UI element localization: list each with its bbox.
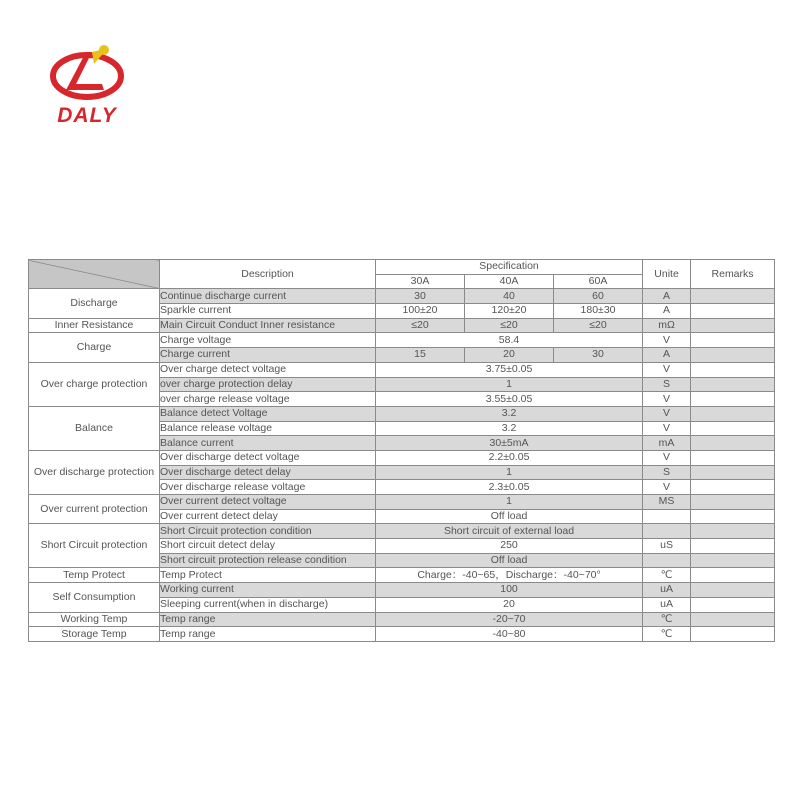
unit-cell: ℃ <box>643 627 691 642</box>
description-cell: Over charge detect voltage <box>160 362 376 377</box>
remarks-cell <box>691 362 775 377</box>
description-cell: Over current detect delay <box>160 509 376 524</box>
description-cell: Balance release voltage <box>160 421 376 436</box>
unit-cell: V <box>643 362 691 377</box>
description-header: Description <box>160 260 376 289</box>
unit-cell: S <box>643 465 691 480</box>
remarks-cell <box>691 465 775 480</box>
remarks-cell <box>691 304 775 319</box>
table-row <box>29 612 775 627</box>
value-cell: 30 <box>376 289 465 304</box>
description-cell: Sleeping current(when in discharge) <box>160 597 376 612</box>
unit-cell: uA <box>643 583 691 598</box>
value-cell: 1 <box>376 495 643 510</box>
category-cell: Discharge <box>29 289 160 318</box>
value-cell: 40 <box>465 289 554 304</box>
value-cell: 30 <box>554 348 643 363</box>
daly-logo <box>42 42 132 132</box>
unit-cell <box>643 553 691 568</box>
category-cell: Storage Temp <box>29 627 160 642</box>
value-cell: 1 <box>376 465 643 480</box>
value-cell: 2.2±0.05 <box>376 450 643 465</box>
category-cell: Over discharge protection <box>29 450 160 494</box>
unit-header: Unite <box>643 260 691 289</box>
value-cell: 20 <box>376 597 643 612</box>
unit-cell: A <box>643 304 691 319</box>
remarks-cell <box>691 406 775 421</box>
unit-cell: MS <box>643 495 691 510</box>
table-row <box>29 406 775 421</box>
remarks-cell <box>691 377 775 392</box>
remarks-cell <box>691 495 775 510</box>
table-row <box>29 524 775 539</box>
description-cell: Temp range <box>160 612 376 627</box>
remarks-cell <box>691 289 775 304</box>
daly-logo-mark <box>42 42 132 104</box>
unit-cell: S <box>643 377 691 392</box>
unit-cell: A <box>643 289 691 304</box>
description-cell: Over discharge detect delay <box>160 465 376 480</box>
unit-cell: V <box>643 333 691 348</box>
remarks-cell <box>691 583 775 598</box>
remarks-cell <box>691 436 775 451</box>
remarks-cell <box>691 568 775 583</box>
remarks-cell <box>691 318 775 333</box>
category-cell: Charge <box>29 333 160 362</box>
unit-cell: V <box>643 450 691 465</box>
unit-cell: mΩ <box>643 318 691 333</box>
value-cell: -40~80 <box>376 627 643 642</box>
description-cell: Balance current <box>160 436 376 451</box>
value-cell: Off load <box>376 509 643 524</box>
category-cell: Working Temp <box>29 612 160 627</box>
unit-cell <box>643 524 691 539</box>
description-cell: Over discharge detect voltage <box>160 450 376 465</box>
description-cell: Sparkle current <box>160 304 376 319</box>
table-row <box>29 583 775 598</box>
value-cell: -20~70 <box>376 612 643 627</box>
model-header-30a: 30A <box>376 274 465 289</box>
table-row <box>29 627 775 642</box>
description-cell: Short Circuit protection condition <box>160 524 376 539</box>
value-cell: 180±30 <box>554 304 643 319</box>
remarks-cell <box>691 450 775 465</box>
remarks-cell <box>691 612 775 627</box>
unit-cell: ℃ <box>643 568 691 583</box>
value-cell: 58.4 <box>376 333 643 348</box>
unit-cell: V <box>643 421 691 436</box>
unit-cell: uS <box>643 539 691 554</box>
description-cell: Over discharge release voltage <box>160 480 376 495</box>
category-cell: Balance <box>29 406 160 450</box>
category-cell: Short Circuit protection <box>29 524 160 568</box>
table-row <box>29 318 775 333</box>
table-row <box>29 450 775 465</box>
table-row <box>29 568 775 583</box>
value-cell: 20 <box>465 348 554 363</box>
value-cell: 3.2 <box>376 421 643 436</box>
unit-cell: V <box>643 406 691 421</box>
value-cell: 100±20 <box>376 304 465 319</box>
value-cell: Charge：-40~65，Discharge：-40~70° <box>376 568 643 583</box>
description-cell: over charge release voltage <box>160 392 376 407</box>
model-header-60a: 60A <box>554 274 643 289</box>
remarks-cell <box>691 597 775 612</box>
remarks-header: Remarks <box>691 260 775 289</box>
value-cell: 60 <box>554 289 643 304</box>
value-cell: Off load <box>376 553 643 568</box>
value-cell: 2.3±0.05 <box>376 480 643 495</box>
value-cell: 15 <box>376 348 465 363</box>
description-cell: Temp Protect <box>160 568 376 583</box>
unit-cell: mA <box>643 436 691 451</box>
remarks-cell <box>691 421 775 436</box>
value-cell: 120±20 <box>465 304 554 319</box>
table-row <box>29 333 775 348</box>
unit-cell: V <box>643 392 691 407</box>
description-cell: Short circuit detect delay <box>160 539 376 554</box>
table-row <box>29 495 775 510</box>
value-cell: ≤20 <box>465 318 554 333</box>
description-cell: Temp range <box>160 627 376 642</box>
unit-cell: ℃ <box>643 612 691 627</box>
remarks-cell <box>691 348 775 363</box>
remarks-cell <box>691 524 775 539</box>
value-cell: Short circuit of external load <box>376 524 643 539</box>
remarks-cell <box>691 480 775 495</box>
unit-cell <box>643 509 691 524</box>
description-cell: Over current detect voltage <box>160 495 376 510</box>
remarks-cell <box>691 509 775 524</box>
category-cell: Self Consumption <box>29 583 160 612</box>
description-cell: over charge protection delay <box>160 377 376 392</box>
description-cell: Balance detect Voltage <box>160 406 376 421</box>
value-cell: 30±5mA <box>376 436 643 451</box>
description-cell: Main Circuit Conduct Inner resistance <box>160 318 376 333</box>
model-header-40a: 40A <box>465 274 554 289</box>
value-cell: 1 <box>376 377 643 392</box>
remarks-cell <box>691 333 775 348</box>
value-cell: 3.2 <box>376 406 643 421</box>
unit-cell: uA <box>643 597 691 612</box>
remarks-cell <box>691 553 775 568</box>
remarks-cell <box>691 627 775 642</box>
unit-cell: A <box>643 348 691 363</box>
remarks-cell <box>691 539 775 554</box>
value-cell: ≤20 <box>376 318 465 333</box>
category-cell: Over charge protection <box>29 362 160 406</box>
specification-header: Specification <box>376 260 643 275</box>
description-cell: Charge voltage <box>160 333 376 348</box>
value-cell: 100 <box>376 583 643 598</box>
remarks-cell <box>691 392 775 407</box>
value-cell: 250 <box>376 539 643 554</box>
category-cell: Temp Protect <box>29 568 160 583</box>
category-cell: Over current protection <box>29 495 160 524</box>
value-cell: 3.75±0.05 <box>376 362 643 377</box>
table-corner-cell <box>29 260 160 289</box>
category-cell: Inner Resistance <box>29 318 160 333</box>
unit-cell: V <box>643 480 691 495</box>
description-cell: Charge current <box>160 348 376 363</box>
logo-text: DALY <box>57 104 117 127</box>
description-cell: Continue discharge current <box>160 289 376 304</box>
specification-table <box>28 259 775 642</box>
value-cell: ≤20 <box>554 318 643 333</box>
description-cell: Short circuit protection release condition <box>160 553 376 568</box>
table-row <box>29 289 775 304</box>
description-cell: Working current <box>160 583 376 598</box>
table-row <box>29 362 775 377</box>
value-cell: 3.55±0.05 <box>376 392 643 407</box>
